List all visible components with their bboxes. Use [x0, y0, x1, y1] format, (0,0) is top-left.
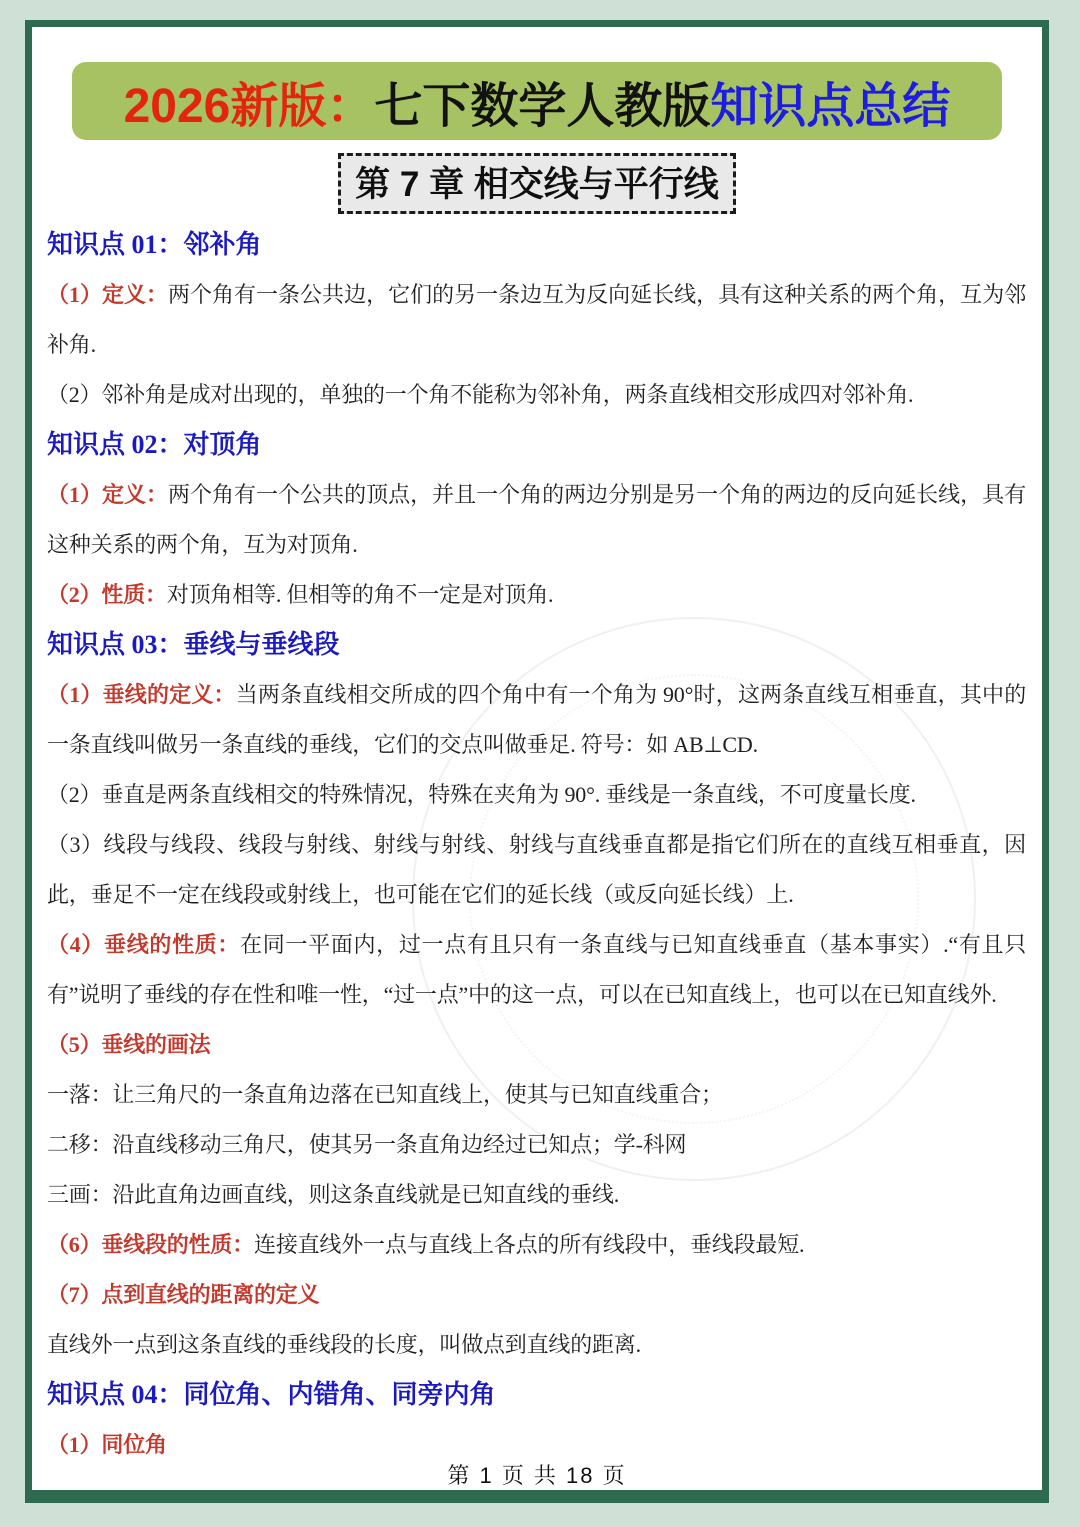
paragraph [47, 1020, 1026, 1070]
banner-subject-text: 七下数学人教版 [374, 79, 711, 133]
red-subheading: （1）同位角 [47, 1432, 167, 1457]
section-heading-02: 知识点 02：对顶角 [47, 430, 262, 459]
section-heading-04: 知识点 04：同位角、内错角、同旁内角 [47, 1380, 496, 1409]
paragraph [47, 1070, 1026, 1120]
paragraph [47, 1220, 1026, 1270]
paragraph-text: 三画：沿此直角边画直线，则这条直线就是已知直线的垂线. [47, 1182, 620, 1207]
paragraph-text: 两个角有一个公共的顶点，并且一个角的两边分别是另一个角的两边的反向延长线，具有这种关系的两个角，互为对顶角. [47, 482, 1026, 557]
paragraph [47, 770, 1026, 820]
paragraph-label: （6）垂线段的性质： [47, 1232, 255, 1257]
paragraph-label: （1）垂线的定义： [47, 682, 236, 707]
paragraph-text: 对顶角相等. 但相等的角不一定是对顶角. [166, 582, 554, 607]
chapter-title-row [32, 153, 1042, 214]
chapter-title: 第 7 章 相交线与平行线 [338, 153, 736, 214]
red-subheading: （5）垂线的画法 [47, 1032, 211, 1057]
paragraph-text: 直线外一点到这条直线的垂线段的长度，叫做点到直线的距离. [47, 1332, 641, 1357]
paragraph-text: （2）垂直是两条直线相交的特殊情况，特殊在夹角为 90°. 垂线是一条直线，不可度量长度. [47, 782, 916, 807]
section-heading-01: 知识点 01：邻补角 [47, 230, 262, 259]
paragraph [47, 820, 1026, 920]
paragraph-text: 当两条直线相交所成的四个角中有一个角为 90°时，这两条直线互相垂直，其中的一条直线叫做另一条直线的垂线，它们的交点叫做垂足. 符号：如 AB⊥CD. [47, 682, 1027, 757]
document-page [25, 20, 1049, 1503]
page-number: 第 1 页 共 18 页 [447, 1463, 627, 1488]
section-heading-03: 知识点 03：垂线与垂线段 [47, 630, 340, 659]
paragraph-text: 在同一平面内，过一点有且只有一条直线与已知直线垂直（基本事实）.“有且只有”说明了垂线的存在性和唯一性，“过一点”中的这一点，可以在已知直线上，也可以在已知直线外. [47, 932, 1027, 1007]
paragraph [47, 1170, 1026, 1220]
paragraph-text: 两个角有一条公共边，它们的另一条边互为反向延长线，具有这种关系的两个角，互为邻补角. [47, 282, 1026, 357]
paragraph-text: 连接直线外一点与直线上各点的所有线段中，垂线段最短. [254, 1232, 805, 1257]
red-subheading: （7）点到直线的距离的定义 [47, 1282, 320, 1307]
paragraph-text: （3）线段与线段、线段与射线、射线与射线、射线与直线垂直都是指它们所在的直线互相垂直，因此，垂足不一定在线段或射线上，也可能在它们的延长线（或反向延长线）上. [47, 832, 1026, 907]
title-banner [72, 62, 1002, 140]
paragraph-label: （1）定义： [47, 282, 169, 307]
paragraph-label: （1）定义： [47, 482, 169, 507]
paragraph [47, 1320, 1026, 1370]
banner-summary-text: 知识点总结 [710, 79, 951, 133]
paragraph [47, 570, 1026, 620]
paragraph-text: 二移：沿直线移动三角尺，使其另一条直角边经过已知点；学-科网 [47, 1132, 687, 1157]
paragraph [47, 1120, 1026, 1170]
paragraph-label: （4）垂线的性质： [47, 932, 241, 957]
paragraph-text: （2）邻补角是成对出现的，单独的一个角不能称为邻补角，两条直线相交形成四对邻补角. [47, 382, 914, 407]
paragraph [47, 470, 1026, 570]
paragraph-text: 一落：让三角尺的一条直角边落在已知直线上，使其与已知直线重合； [47, 1082, 723, 1107]
paragraph [47, 920, 1026, 1020]
paragraph [47, 370, 1026, 420]
paragraph [47, 1270, 1026, 1320]
banner-edition-text: 2026新版： [123, 79, 375, 133]
paragraph [47, 270, 1026, 370]
paragraph-label: （2）性质： [47, 582, 167, 607]
document-body [47, 220, 1026, 1470]
paragraph [47, 670, 1026, 770]
